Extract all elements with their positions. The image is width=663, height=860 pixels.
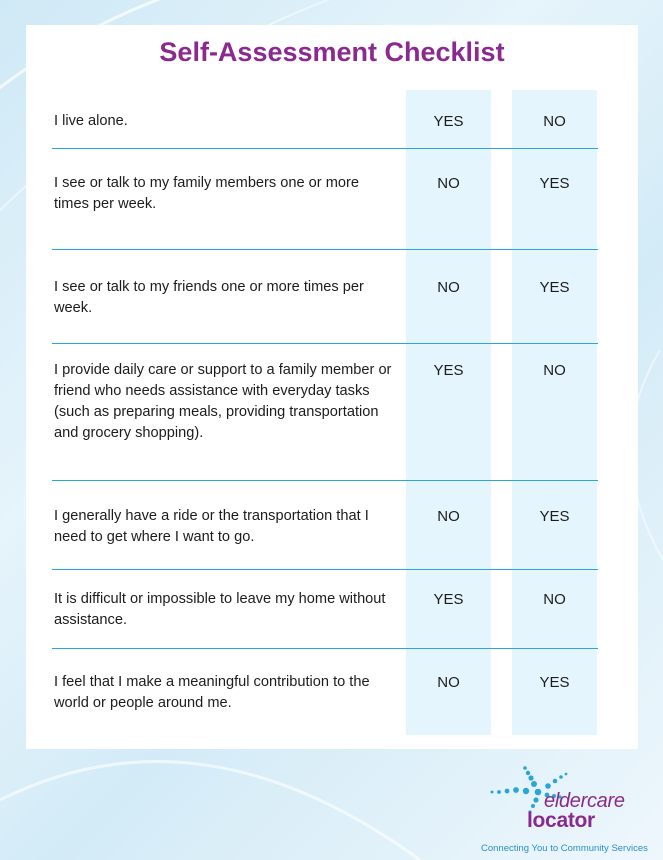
question-text: I provide daily care or support to a family member or friend who needs assistance with everyday tasks (such as preparing meals, providing transportation and grocery shopping). [54, 362, 392, 441]
checklist-card [26, 25, 638, 749]
row-divider [52, 343, 598, 344]
answer-option-2: YES [539, 508, 570, 525]
row-divider [52, 480, 598, 481]
answer-option-1: NO [437, 279, 460, 296]
logo-tagline: Connecting You to Community Services [481, 843, 648, 854]
logo-name-line-2: locator [527, 809, 595, 832]
question-text: I feel that I make a meaningful contribution to the world or people around me. [54, 674, 370, 711]
answer-option-2: NO [543, 113, 566, 130]
row-divider [52, 249, 598, 250]
question-text: It is difficult or impossible to leave my home without assistance. [54, 591, 386, 628]
answer-option-2: YES [539, 279, 570, 296]
logo-name-line-1: eldercare [544, 790, 625, 812]
answer-option-2: YES [539, 175, 570, 192]
answer-option-1: YES [433, 362, 464, 379]
answer-option-2: NO [543, 362, 566, 379]
answer-option-1: NO [437, 175, 460, 192]
answer-option-1: YES [433, 591, 464, 608]
answer-option-1: YES [433, 113, 464, 130]
row-divider [52, 648, 598, 649]
question-text: I live alone. [54, 113, 128, 129]
answer-option-1: NO [437, 674, 460, 691]
row-divider [52, 569, 598, 570]
question-text: I generally have a ride or the transportation that I need to get where I want to go. [54, 508, 369, 545]
question-text: I see or talk to my family members one or more times per week. [54, 175, 359, 212]
answer-option-1: NO [437, 508, 460, 525]
answer-option-2: YES [539, 674, 570, 691]
row-divider [52, 148, 598, 149]
answer-option-2: NO [543, 591, 566, 608]
page-title: Self-Assessment Checklist [159, 37, 505, 67]
question-text: I see or talk to my friends one or more times per week. [54, 279, 364, 316]
